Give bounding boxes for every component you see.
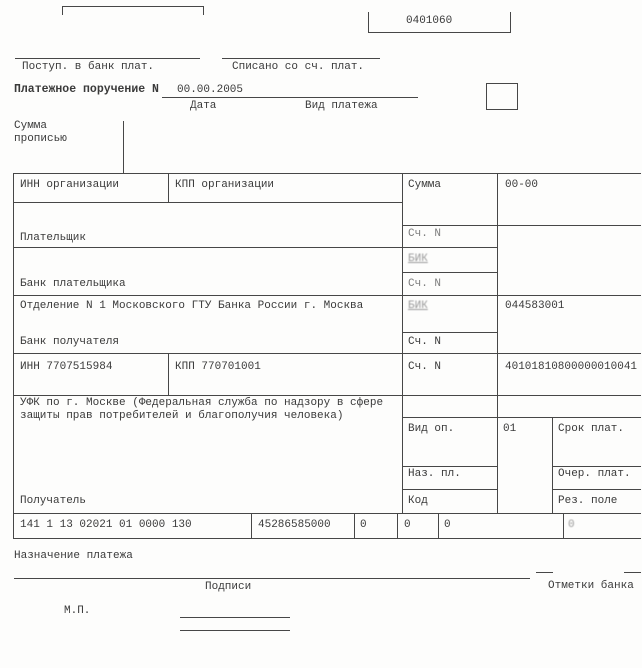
payee-label: Получатель [20, 495, 87, 507]
payment-type-box [486, 83, 518, 110]
op-type-label: Вид оп. [408, 423, 455, 435]
date-underline [162, 97, 418, 98]
table-line [13, 353, 641, 354]
table-line [13, 202, 402, 203]
payee-name-line2: защиты прав потребителей и благополучия человека) [20, 410, 344, 422]
form-code: 0401060 [406, 15, 453, 27]
purpose-line [14, 578, 530, 579]
date-value: 00.00.2005 [177, 84, 244, 96]
debited-label: Списано со сч. плат. [232, 61, 365, 73]
table-line [402, 489, 497, 490]
sum-value: 00-00 [505, 179, 539, 191]
table-line [402, 173, 403, 513]
received-line [15, 58, 200, 59]
bank-marks-label: Отметки банка [548, 580, 634, 592]
top-left-bracket [62, 6, 204, 15]
payer-bank-account-label: Сч. N [408, 278, 442, 290]
table-line [168, 173, 169, 202]
pay-purpose-label: Наз. пл. [408, 468, 461, 480]
payer-account-label: Сч. N [408, 228, 442, 240]
table-line [251, 513, 252, 538]
table-line [168, 353, 169, 395]
payee-bank-account-label: Сч. N [408, 336, 442, 348]
table-line [402, 272, 497, 273]
pay-order-label: Очер. плат. [558, 468, 631, 480]
table-line [402, 225, 641, 226]
payer-label: Плательщик [20, 232, 87, 244]
payee-account-label: Сч. N [408, 361, 442, 373]
kbk-code: 141 1 13 02021 01 0000 130 [20, 519, 192, 531]
amount-words-label-line2: прописью [14, 133, 67, 145]
payment-type-label: Вид платежа [305, 100, 378, 112]
code-cell: 0 [360, 519, 367, 531]
received-label: Поступ. в банк плат. [22, 61, 155, 73]
signature-line [180, 617, 290, 618]
payment-purpose-label: Назначение платежа [14, 550, 133, 562]
kpp-org-label: КПП организации [175, 179, 275, 191]
bank-marks-dash [624, 572, 641, 573]
payee-bank-bik-value: 044583001 [505, 300, 565, 312]
okato-code: 45286585000 [258, 519, 331, 531]
date-label: Дата [190, 100, 217, 112]
table-line [402, 466, 497, 467]
pay-term-label: Срок плат. [558, 423, 625, 435]
code-label: Код [408, 495, 428, 507]
table-line [13, 173, 641, 174]
table-line [13, 247, 497, 248]
reserve-field-label: Рез. поле [558, 495, 618, 507]
code-cell: 0 [568, 519, 575, 531]
table-line [13, 295, 641, 296]
signature-line [180, 630, 290, 631]
table-line [354, 513, 355, 538]
payee-account-value: 40101810800000010041 [505, 361, 638, 373]
table-line [13, 173, 14, 538]
op-type-value: 01 [503, 423, 517, 435]
stamp-label: М.П. [64, 605, 91, 617]
payee-bank-label: Банк получателя [20, 336, 120, 348]
inn-org-label: ИНН организации [20, 179, 120, 191]
code-cell: 0 [404, 519, 411, 531]
payee-name-line1: УФК по г. Москве (Федеральная служба по надзору в сфере [20, 397, 384, 409]
payee-bank-bik-label: БИК [408, 300, 428, 312]
table-line [552, 489, 641, 490]
code-cell: 0 [444, 519, 451, 531]
payee-kpp: КПП 770701001 [175, 361, 261, 373]
amount-words-divider [123, 121, 124, 173]
payer-bank-label: Банк плательщика [20, 278, 126, 290]
table-line [13, 395, 641, 396]
sum-label: Сумма [408, 179, 442, 191]
table-line [497, 173, 498, 513]
table-line [13, 513, 641, 514]
debited-line [222, 58, 380, 59]
table-line [563, 513, 564, 538]
table-line [402, 332, 497, 333]
payee-inn: ИНН 7707515984 [20, 361, 113, 373]
table-line [397, 513, 398, 538]
table-line [438, 513, 439, 538]
signatures-label: Подписи [205, 581, 252, 593]
payer-bank-bik-label: БИК [408, 253, 428, 265]
table-line [402, 417, 641, 418]
bank-marks-dash [536, 572, 553, 573]
document-title: Платежное поручение N [14, 83, 159, 96]
table-line [13, 538, 641, 539]
amount-words-label-line1: Сумма [14, 120, 48, 132]
table-line [552, 417, 553, 513]
payee-bank-name: Отделение N 1 Московского ГТУ Банка России г. Москва [20, 300, 364, 312]
table-line [552, 466, 641, 467]
